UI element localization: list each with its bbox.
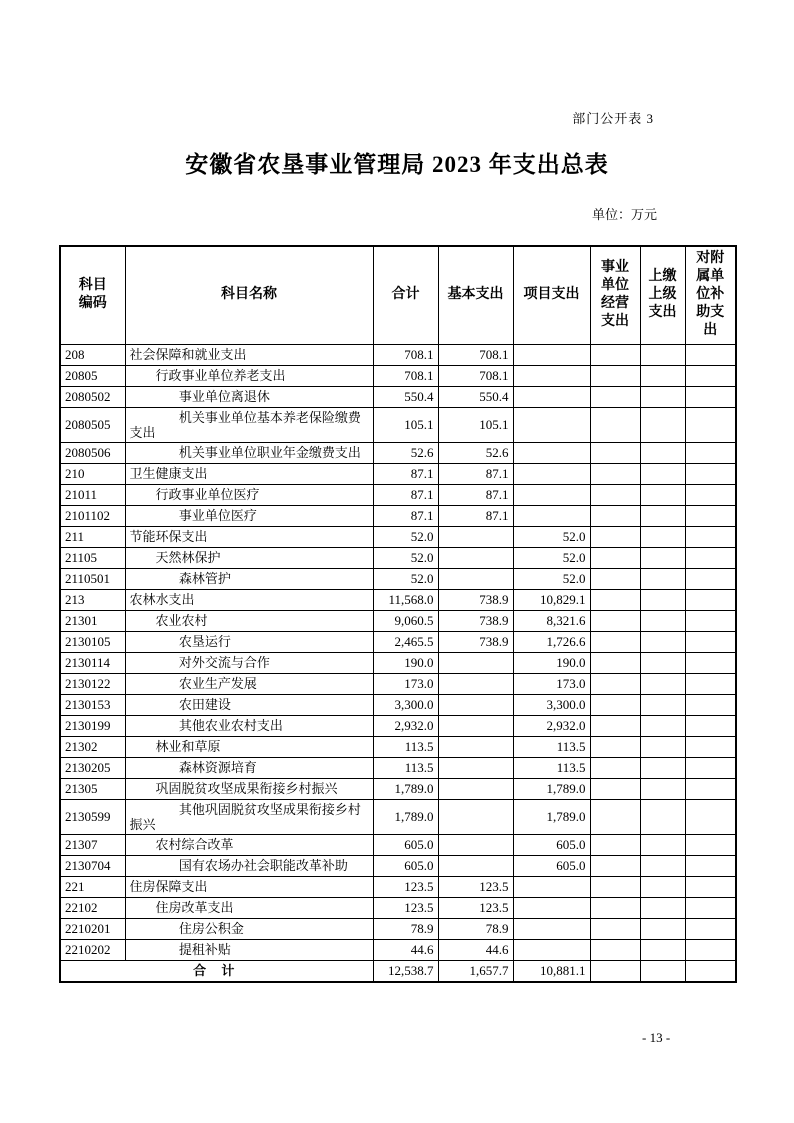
row-name-cell: 事业单位医疗 xyxy=(125,505,373,526)
row-upper-cell xyxy=(640,736,685,757)
row-subsidy-cell xyxy=(685,463,736,484)
row-subsidy-cell xyxy=(685,365,736,386)
row-upper-cell xyxy=(640,757,685,778)
row-total-cell: 52.0 xyxy=(373,526,438,547)
row-total-cell: 3,300.0 xyxy=(373,694,438,715)
row-upper-cell xyxy=(640,799,685,834)
total-row-basic: 1,657.7 xyxy=(438,960,513,982)
row-operating-cell xyxy=(590,876,640,897)
row-name-cell: 农业农村 xyxy=(125,610,373,631)
table-row xyxy=(60,344,736,365)
row-basic-cell: 123.5 xyxy=(438,876,513,897)
row-upper-cell xyxy=(640,484,685,505)
row-code-cell: 210 xyxy=(60,463,125,484)
row-total-cell: 123.5 xyxy=(373,897,438,918)
row-name-cell: 住房改革支出 xyxy=(125,897,373,918)
table-row xyxy=(60,631,736,652)
row-name-cell: 卫生健康支出 xyxy=(125,463,373,484)
header-total xyxy=(373,246,438,344)
row-basic-cell: 123.5 xyxy=(438,897,513,918)
row-operating-cell xyxy=(590,547,640,568)
row-code-cell: 2110501 xyxy=(60,568,125,589)
row-basic-cell: 44.6 xyxy=(438,939,513,960)
total-row-upper xyxy=(640,960,685,982)
row-subsidy-cell xyxy=(685,897,736,918)
row-code-cell: 208 xyxy=(60,344,125,365)
row-upper-cell xyxy=(640,778,685,799)
row-basic-cell xyxy=(438,834,513,855)
header-total-label: 合计 xyxy=(391,287,420,303)
row-name-cell: 住房保障支出 xyxy=(125,876,373,897)
table-row xyxy=(60,799,736,834)
header-upper xyxy=(640,246,685,344)
table-row xyxy=(60,505,736,526)
table-row xyxy=(60,463,736,484)
row-subsidy-cell xyxy=(685,855,736,876)
table-row xyxy=(60,568,736,589)
row-project-cell xyxy=(513,386,590,407)
expenditure-table xyxy=(59,245,737,983)
row-name-cell: 社会保障和就业支出 xyxy=(125,344,373,365)
row-basic-cell xyxy=(438,694,513,715)
header-project xyxy=(513,246,590,344)
row-total-cell: 52.6 xyxy=(373,442,438,463)
header-subsidy xyxy=(685,246,736,344)
row-subsidy-cell xyxy=(685,442,736,463)
row-basic-cell xyxy=(438,736,513,757)
row-upper-cell xyxy=(640,505,685,526)
row-upper-cell xyxy=(640,855,685,876)
row-name-cell: 森林资源培育 xyxy=(125,757,373,778)
header-operating-label: 事业单位经营支出 xyxy=(601,260,629,330)
row-project-cell: 173.0 xyxy=(513,673,590,694)
row-project-cell: 1,726.6 xyxy=(513,631,590,652)
row-basic-cell xyxy=(438,526,513,547)
row-operating-cell xyxy=(590,834,640,855)
table-row xyxy=(60,526,736,547)
row-name-cell: 森林管护 xyxy=(125,568,373,589)
row-name-cell: 机关事业单位基本养老保险缴费支出 xyxy=(125,407,373,442)
row-operating-cell xyxy=(590,673,640,694)
row-name-cell: 对外交流与合作 xyxy=(125,652,373,673)
row-upper-cell xyxy=(640,631,685,652)
table-row xyxy=(60,442,736,463)
row-basic-cell xyxy=(438,568,513,589)
row-total-cell: 1,789.0 xyxy=(373,799,438,834)
row-project-cell: 605.0 xyxy=(513,834,590,855)
row-total-cell: 113.5 xyxy=(373,736,438,757)
row-basic-cell: 52.6 xyxy=(438,442,513,463)
row-total-cell: 113.5 xyxy=(373,757,438,778)
row-upper-cell xyxy=(640,939,685,960)
row-name-cell: 事业单位离退休 xyxy=(125,386,373,407)
row-project-cell xyxy=(513,876,590,897)
row-upper-cell xyxy=(640,876,685,897)
row-total-cell: 708.1 xyxy=(373,344,438,365)
row-project-cell xyxy=(513,407,590,442)
row-total-cell: 550.4 xyxy=(373,386,438,407)
row-operating-cell xyxy=(590,365,640,386)
row-name-cell: 行政事业单位医疗 xyxy=(125,484,373,505)
row-code-cell: 2080502 xyxy=(60,386,125,407)
row-upper-cell xyxy=(640,610,685,631)
row-project-cell xyxy=(513,365,590,386)
table-row xyxy=(60,365,736,386)
row-code-cell: 2210201 xyxy=(60,918,125,939)
row-subsidy-cell xyxy=(685,484,736,505)
row-name-cell: 国有农场办社会职能改革补助 xyxy=(125,855,373,876)
row-project-cell: 1,789.0 xyxy=(513,778,590,799)
row-subsidy-cell xyxy=(685,778,736,799)
row-code-cell: 21301 xyxy=(60,610,125,631)
row-subsidy-cell xyxy=(685,757,736,778)
row-basic-cell xyxy=(438,855,513,876)
row-subsidy-cell xyxy=(685,694,736,715)
row-code-cell: 2101102 xyxy=(60,505,125,526)
row-project-cell xyxy=(513,463,590,484)
table-row xyxy=(60,484,736,505)
row-basic-cell xyxy=(438,652,513,673)
row-total-cell: 605.0 xyxy=(373,834,438,855)
row-code-cell: 2130114 xyxy=(60,652,125,673)
row-project-cell xyxy=(513,897,590,918)
header-name-label: 科目名称 xyxy=(221,287,277,303)
row-operating-cell xyxy=(590,442,640,463)
row-code-cell: 221 xyxy=(60,876,125,897)
row-basic-cell: 738.9 xyxy=(438,631,513,652)
row-code-cell: 20805 xyxy=(60,365,125,386)
row-operating-cell xyxy=(590,505,640,526)
row-subsidy-cell xyxy=(685,652,736,673)
row-name-cell: 农业生产发展 xyxy=(125,673,373,694)
row-project-cell: 1,789.0 xyxy=(513,799,590,834)
row-project-cell: 52.0 xyxy=(513,526,590,547)
row-total-cell: 87.1 xyxy=(373,505,438,526)
row-basic-cell: 738.9 xyxy=(438,610,513,631)
table-row xyxy=(60,386,736,407)
row-subsidy-cell xyxy=(685,505,736,526)
row-upper-cell xyxy=(640,526,685,547)
row-operating-cell xyxy=(590,736,640,757)
row-total-cell: 605.0 xyxy=(373,855,438,876)
row-basic-cell xyxy=(438,778,513,799)
row-total-cell: 173.0 xyxy=(373,673,438,694)
row-project-cell xyxy=(513,442,590,463)
table-row xyxy=(60,610,736,631)
row-upper-cell xyxy=(640,673,685,694)
table-row xyxy=(60,834,736,855)
row-upper-cell xyxy=(640,834,685,855)
row-total-cell: 708.1 xyxy=(373,365,438,386)
table-row xyxy=(60,897,736,918)
row-code-cell: 21302 xyxy=(60,736,125,757)
row-subsidy-cell xyxy=(685,799,736,834)
row-name-cell: 农田建设 xyxy=(125,694,373,715)
row-name-cell: 住房公积金 xyxy=(125,918,373,939)
page-number: - 13 - xyxy=(642,1030,671,1045)
row-subsidy-cell xyxy=(685,876,736,897)
row-project-cell: 190.0 xyxy=(513,652,590,673)
row-operating-cell xyxy=(590,799,640,834)
row-upper-cell xyxy=(640,386,685,407)
row-basic-cell: 708.1 xyxy=(438,344,513,365)
row-subsidy-cell xyxy=(685,589,736,610)
total-row-project: 10,881.1 xyxy=(513,960,590,982)
table-row xyxy=(60,589,736,610)
doc-label: 部门公开表 3 xyxy=(572,111,654,126)
row-name-cell: 行政事业单位养老支出 xyxy=(125,365,373,386)
row-name-cell: 提租补贴 xyxy=(125,939,373,960)
total-row-total: 12,538.7 xyxy=(373,960,438,982)
row-upper-cell xyxy=(640,652,685,673)
row-basic-cell: 105.1 xyxy=(438,407,513,442)
row-basic-cell: 87.1 xyxy=(438,505,513,526)
row-code-cell: 2080505 xyxy=(60,407,125,442)
row-code-cell: 21105 xyxy=(60,547,125,568)
row-project-cell: 8,321.6 xyxy=(513,610,590,631)
row-total-cell: 1,789.0 xyxy=(373,778,438,799)
row-project-cell: 113.5 xyxy=(513,736,590,757)
row-project-cell: 10,829.1 xyxy=(513,589,590,610)
row-total-cell: 78.9 xyxy=(373,918,438,939)
row-subsidy-cell xyxy=(685,568,736,589)
row-name-cell: 巩固脱贫攻坚成果衔接乡村振兴 xyxy=(125,778,373,799)
table-row xyxy=(60,715,736,736)
row-operating-cell xyxy=(590,694,640,715)
row-subsidy-cell xyxy=(685,715,736,736)
row-code-cell: 2130704 xyxy=(60,855,125,876)
row-upper-cell xyxy=(640,463,685,484)
row-subsidy-cell xyxy=(685,834,736,855)
row-operating-cell xyxy=(590,407,640,442)
row-total-cell: 87.1 xyxy=(373,484,438,505)
row-project-cell xyxy=(513,918,590,939)
total-row-label: 合 计 xyxy=(60,960,373,982)
row-upper-cell xyxy=(640,344,685,365)
row-total-cell: 105.1 xyxy=(373,407,438,442)
row-basic-cell: 738.9 xyxy=(438,589,513,610)
row-operating-cell xyxy=(590,484,640,505)
header-subsidy-label: 对附属单位补助支出 xyxy=(696,251,725,339)
table-header-row xyxy=(60,246,736,344)
row-subsidy-cell xyxy=(685,344,736,365)
row-operating-cell xyxy=(590,939,640,960)
row-project-cell xyxy=(513,505,590,526)
table-body xyxy=(60,344,736,960)
table-row xyxy=(60,939,736,960)
row-total-cell: 11,568.0 xyxy=(373,589,438,610)
row-subsidy-cell xyxy=(685,610,736,631)
row-upper-cell xyxy=(640,694,685,715)
row-basic-cell xyxy=(438,799,513,834)
header-project-label: 项目支出 xyxy=(523,287,580,303)
row-subsidy-cell xyxy=(685,939,736,960)
header-code xyxy=(60,246,125,344)
row-code-cell: 2130199 xyxy=(60,715,125,736)
row-operating-cell xyxy=(590,344,640,365)
row-operating-cell xyxy=(590,526,640,547)
header-code-label: 科目编码 xyxy=(78,278,107,312)
row-total-cell: 190.0 xyxy=(373,652,438,673)
row-operating-cell xyxy=(590,757,640,778)
row-operating-cell xyxy=(590,568,640,589)
total-row xyxy=(60,960,736,982)
row-basic-cell xyxy=(438,673,513,694)
table-row xyxy=(60,855,736,876)
row-subsidy-cell xyxy=(685,631,736,652)
row-total-cell: 123.5 xyxy=(373,876,438,897)
page-title: 安徽省农垦事业管理局 2023 年支出总表 xyxy=(185,152,609,177)
table-row xyxy=(60,547,736,568)
row-code-cell: 2210202 xyxy=(60,939,125,960)
row-upper-cell xyxy=(640,918,685,939)
row-name-cell: 节能环保支出 xyxy=(125,526,373,547)
row-upper-cell xyxy=(640,365,685,386)
row-code-cell: 211 xyxy=(60,526,125,547)
row-code-cell: 213 xyxy=(60,589,125,610)
row-code-cell: 2130105 xyxy=(60,631,125,652)
row-project-cell: 605.0 xyxy=(513,855,590,876)
row-operating-cell xyxy=(590,715,640,736)
row-total-cell: 2,932.0 xyxy=(373,715,438,736)
total-row-operating xyxy=(590,960,640,982)
row-upper-cell xyxy=(640,442,685,463)
row-project-cell xyxy=(513,484,590,505)
row-code-cell: 2130599 xyxy=(60,799,125,834)
row-operating-cell xyxy=(590,778,640,799)
header-upper-label: 上缴上级支出 xyxy=(648,269,677,321)
table-row xyxy=(60,876,736,897)
row-operating-cell xyxy=(590,610,640,631)
row-project-cell: 113.5 xyxy=(513,757,590,778)
table-row xyxy=(60,652,736,673)
row-operating-cell xyxy=(590,855,640,876)
row-basic-cell xyxy=(438,547,513,568)
row-name-cell: 天然林保护 xyxy=(125,547,373,568)
row-subsidy-cell xyxy=(685,547,736,568)
row-basic-cell: 78.9 xyxy=(438,918,513,939)
row-name-cell: 其他巩固脱贫攻坚成果衔接乡村振兴 xyxy=(125,799,373,834)
row-operating-cell xyxy=(590,897,640,918)
row-code-cell: 22102 xyxy=(60,897,125,918)
row-operating-cell xyxy=(590,918,640,939)
row-project-cell xyxy=(513,939,590,960)
row-code-cell: 2130205 xyxy=(60,757,125,778)
row-project-cell: 52.0 xyxy=(513,547,590,568)
row-upper-cell xyxy=(640,715,685,736)
row-total-cell: 87.1 xyxy=(373,463,438,484)
table-row xyxy=(60,736,736,757)
row-subsidy-cell xyxy=(685,386,736,407)
row-code-cell: 2080506 xyxy=(60,442,125,463)
row-subsidy-cell xyxy=(685,526,736,547)
total-row-subsidy xyxy=(685,960,736,982)
row-subsidy-cell xyxy=(685,918,736,939)
row-basic-cell: 550.4 xyxy=(438,386,513,407)
row-upper-cell xyxy=(640,568,685,589)
row-name-cell: 农村综合改革 xyxy=(125,834,373,855)
row-operating-cell xyxy=(590,463,640,484)
row-basic-cell xyxy=(438,757,513,778)
row-basic-cell: 87.1 xyxy=(438,484,513,505)
row-operating-cell xyxy=(590,631,640,652)
row-upper-cell xyxy=(640,407,685,442)
row-code-cell: 2130153 xyxy=(60,694,125,715)
row-operating-cell xyxy=(590,652,640,673)
row-subsidy-cell xyxy=(685,407,736,442)
row-name-cell: 农垦运行 xyxy=(125,631,373,652)
header-operating xyxy=(590,246,640,344)
row-total-cell: 44.6 xyxy=(373,939,438,960)
row-name-cell: 机关事业单位职业年金缴费支出 xyxy=(125,442,373,463)
row-code-cell: 21307 xyxy=(60,834,125,855)
row-project-cell: 3,300.0 xyxy=(513,694,590,715)
header-basic-label: 基本支出 xyxy=(447,287,504,303)
header-basic xyxy=(438,246,513,344)
row-project-cell: 52.0 xyxy=(513,568,590,589)
row-total-cell: 52.0 xyxy=(373,568,438,589)
row-total-cell: 2,465.5 xyxy=(373,631,438,652)
row-basic-cell: 87.1 xyxy=(438,463,513,484)
row-project-cell xyxy=(513,344,590,365)
table-row xyxy=(60,694,736,715)
row-basic-cell: 708.1 xyxy=(438,365,513,386)
table-row xyxy=(60,673,736,694)
table-row xyxy=(60,778,736,799)
table-row xyxy=(60,918,736,939)
unit-note: 单位：万元 xyxy=(592,207,658,222)
row-subsidy-cell xyxy=(685,736,736,757)
row-upper-cell xyxy=(640,589,685,610)
row-name-cell: 其他农业农村支出 xyxy=(125,715,373,736)
row-total-cell: 9,060.5 xyxy=(373,610,438,631)
row-upper-cell xyxy=(640,547,685,568)
row-name-cell: 林业和草原 xyxy=(125,736,373,757)
row-code-cell: 21305 xyxy=(60,778,125,799)
row-subsidy-cell xyxy=(685,673,736,694)
row-operating-cell xyxy=(590,386,640,407)
row-name-cell: 农林水支出 xyxy=(125,589,373,610)
row-total-cell: 52.0 xyxy=(373,547,438,568)
row-code-cell: 2130122 xyxy=(60,673,125,694)
header-name xyxy=(125,246,373,344)
table-row xyxy=(60,407,736,442)
row-basic-cell xyxy=(438,715,513,736)
row-upper-cell xyxy=(640,897,685,918)
row-code-cell: 21011 xyxy=(60,484,125,505)
table-row xyxy=(60,757,736,778)
row-project-cell: 2,932.0 xyxy=(513,715,590,736)
row-operating-cell xyxy=(590,589,640,610)
